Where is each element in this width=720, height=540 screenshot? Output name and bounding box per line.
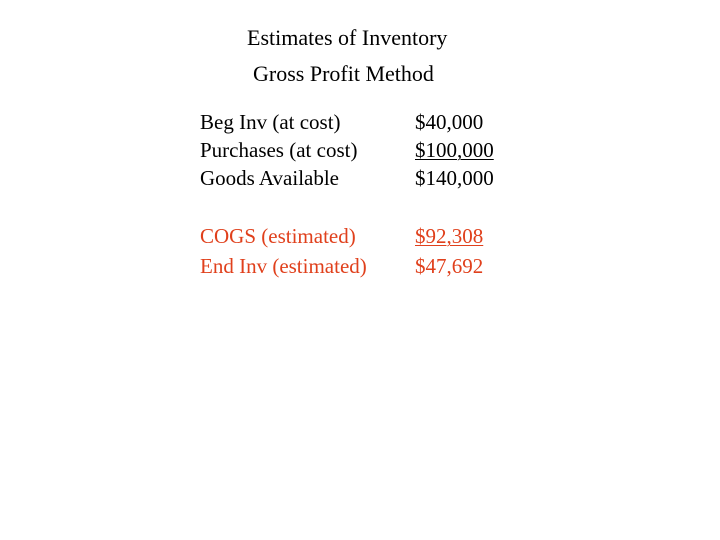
row-value: $47,692 [415, 254, 484, 278]
slide-title: Estimates of Inventory [247, 25, 448, 50]
row-label: COGS (estimated) [200, 224, 356, 248]
row-value: $92,308 [415, 224, 484, 248]
row-label: Beg Inv (at cost) [200, 110, 341, 134]
row-value: $100,000 [415, 138, 494, 162]
row-value: $140,000 [415, 166, 494, 190]
slide-subtitle: Gross Profit Method [253, 61, 434, 86]
row-label: Purchases (at cost) [200, 138, 358, 162]
row-label: Goods Available [200, 166, 340, 190]
row-label: End Inv (estimated) [200, 254, 367, 278]
row-value: $40,000 [415, 110, 484, 134]
